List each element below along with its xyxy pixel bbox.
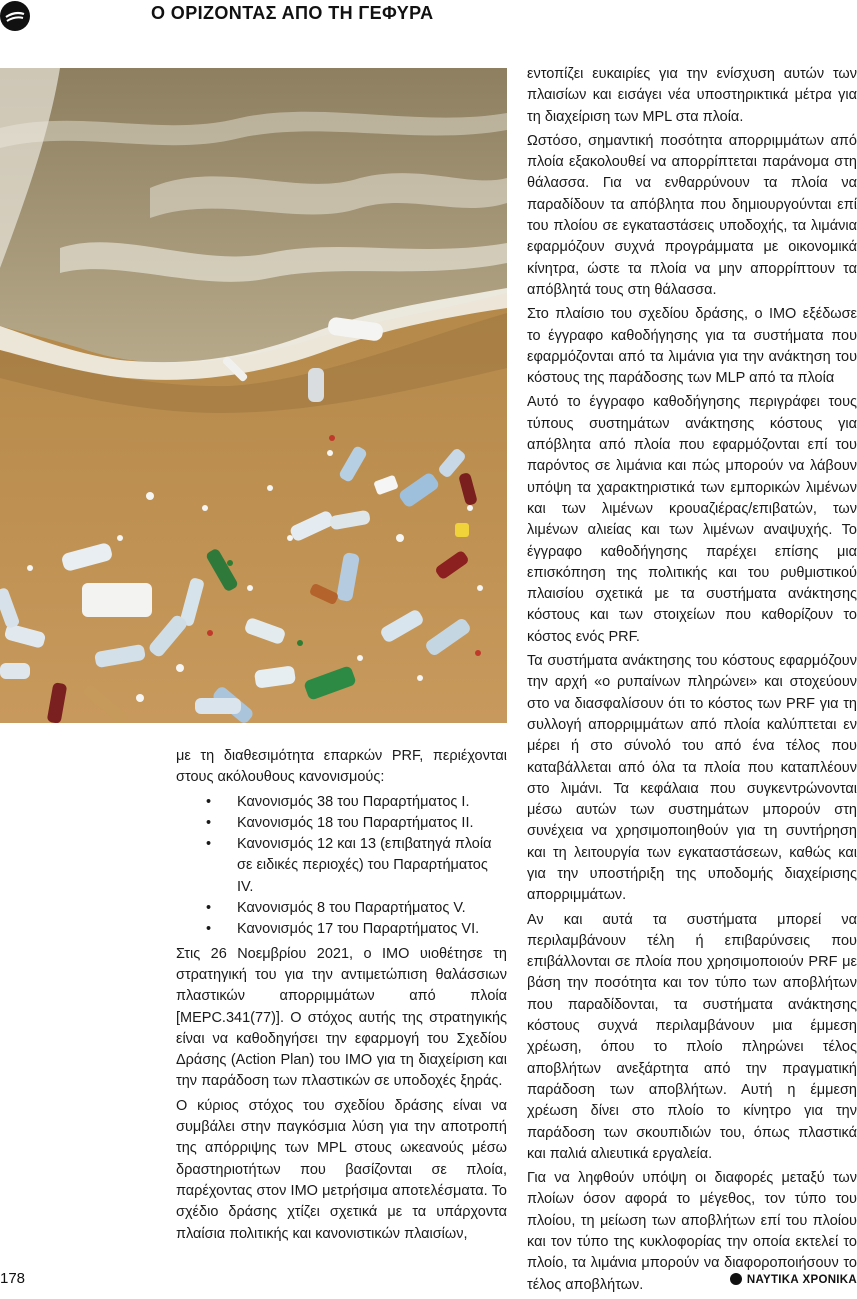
- regulations-list: [176, 792, 507, 941]
- body-paragraph: Ωστόσο, σημαντική ποσότητα απορριμμάτων από πλοία εξακολουθεί να απορρίπτεται παράνομα στη θάλασσα. Για να ενθαρρύνουν τα πλοία να παραδίδουν τα απόβλητα που δημιουργούνται επί του πλοίου σε εγκαταστάσεις υποδοχής, τα λιμάνια εφαρμόζουν συχνά προγράμματα με οικονομικά κίνητρα, ώστε τα πλοία να μην απορρίπτουν τα απόβλητά τους στη θάλασσα.: [527, 132, 857, 298]
- body-paragraph: Στο πλαίσιο του σχεδίου δράσης, ο ΙΜΟ εξέδωσε το έγγραφο καθοδήγησης για τα συστήματα που εφαρμόζονται από τα λιμάνια για την ανάκτηση του κόστους της παράδοσης των MLP από τα πλοία: [527, 306, 857, 387]
- list-item: • Κανονισμός 12 και 13 (επιβατηγά πλοία σε ειδικές περιοχές) του Παραρτήματος IV.: [206, 834, 507, 898]
- list-item: • Κανονισμός 17 του Παραρτήματος VI.: [206, 919, 507, 940]
- body-paragraph: Ο κύριος στόχος του σχεδίου δράσης είναι να συμβάλει στην παγκόσμια λύση για την αποτροπή της απόρριψης των MPL στους ωκεανούς μέσω δραστηριοτήτων που βασίζονται σε πλοία, παρέχοντας στον ΙΜΟ μετρήσιμα αποτελέσματα. Το σχέδιο δράσης χτίζει σχετικά με τα υπάρχοντα πλαίσια πολιτικής και κανονιστικών πλαισίων,: [176, 1097, 507, 1242]
- list-item: • Κανονισμός 8 του Παραρτήματος V.: [206, 898, 507, 919]
- body-paragraph: Για να ληφθούν υπόψη οι διαφορές μεταξύ των πλοίων όσον αφορά το μέγεθος, τον τύπο του πλοίου, τη μείωση των αποβλήτων επί του πλοίου και τον τύπο της κυκλοφορίας την οποία εκτελεί το πλοίο, τα λιμάνια μπορούν να διαφοροποιήσουν το τέλος αποβλήτων.: [527, 1170, 857, 1293]
- body-paragraph: Τα συστήματα ανάκτησης του κόστους εφαρμόζουν την αρχή «ο ρυπαίνων πληρώνει» και στοχεύουν στο να διασφαλίσουν ότι το κόστος των PRF για τη συλλογή απορριμμάτων από πλοία καλύπτεται εν μέρει ή στο σύνολό του από ένα τέλος που καταβάλλεται από όλα τα πλοία που καταπλέουν στο λιμάνι. Τα κεφάλαια που συγκεντρώνονται μέσω αυτών των συστημάτων μπορούν στη συνέχεια να χρησιμοποιηθούν για τη συντήρηση και τη λειτουργία των εγκαταστάσεων, καθώς και για την υποστήριξη της υποδομής διαχείρισης απορριμμάτων.: [527, 653, 857, 904]
- right-text-column: [527, 64, 857, 1299]
- beach-plastic-photo: [0, 68, 507, 723]
- page-header: [0, 0, 857, 34]
- page-number: 178: [0, 1270, 26, 1287]
- body-paragraph: Αυτό το έγγραφο καθοδήγησης περιγράφει τους τύπους συστημάτων ανάκτησης κόστους για απόβλητα από πλοία που εφαρμόζονται επί του παρόντος σε λιμάνια και πώς μπορούν να λάβουν υπόψη τα χαρακτηριστικά των εμπορικών λιμένων και των λιμένων κρουαζιέρας/επιβατών, των λιμένων αλιείας και των λιμένων αναψυχής. Το έγγραφο καθοδήγησης παρέχει επίσης μια επισκόπηση της πολιτικής και του ρυθμιστικού πλαισίου σχετικά με τα συστήματα ανάκτησης κόστους και των στοιχείων που καθορίζουν το κόστος ενός PRF.: [527, 394, 857, 645]
- regulations-intro: με τη διαθεσιμότητα επαρκών PRF, περιέχονται στους ακόλουθους κανονισμούς:: [176, 748, 507, 786]
- list-item: • Κανονισμός 18 του Παραρτήματος II.: [206, 813, 507, 834]
- left-text-column: [176, 746, 507, 1248]
- body-paragraph: Αν και αυτά τα συστήματα μπορεί να περιλαμβάνουν τέλη ή επιβαρύνσεις που επιβάλλονται σε πλοία που χρησιμοποιούν PRF με βάση την ποσότητα και τον τύπο των αποβλήτων που παραδίδονται, τα συστήματα ανάκτησης κόστους συχνά περιλαμβάνουν μια έμμεση χρέωση, όπου το πλοίο πληρώνει τέλος αποβλήτων ανεξάρτητα από την πραγματική παράδοση των αποβλήτων. Αυτή η έμμεση χρέωση δίνει στο πλοίο το κίνητρο για την παράδοση των σκουπιδιών του, όπως πλαστικά και παλιά αλιευτικά εργαλεία.: [527, 911, 857, 1162]
- list-item: • Κανονισμός 38 του Παραρτήματος I.: [206, 792, 507, 813]
- body-paragraph: Στις 26 Νοεμβρίου 2021, ο ΙΜΟ υιοθέτησε τη στρατηγική του για την αντιμετώπιση θαλάσσιων πλαστικών απορριμμάτων από πλοία [MEPC.341(77)]. Ο στόχος αυτής της στρατηγικής είναι να καθοδηγήσει την εφαρμογή του Σχεδίου Δράσης (Action Plan) του ΙΜΟ για τη διαχείριση και την παράδοση των πλαστικών σε υποδοχές ξηράς.: [176, 945, 507, 1090]
- publication-logo-icon: [0, 1, 30, 31]
- section-title: Ο ΟΡΙΖΟΝΤΑΣ ΑΠΟ ΤΗ ΓΕΦΥΡΑ: [151, 3, 434, 23]
- beach-photo-illustration: [0, 68, 507, 723]
- brand-logo-icon: [730, 1273, 742, 1285]
- brand-name: ΝΑΥΤΙΚΑ ΧΡΟΝΙΚΑ: [746, 1274, 857, 1286]
- body-paragraph: εντοπίζει ευκαιρίες για την ενίσχυση αυτών των πλαισίων και εισάγει νέα υποστηρικτικά μέτρα για τη διαχείριση των MPL στα πλοία.: [527, 66, 857, 125]
- footer-brand: [730, 1273, 857, 1286]
